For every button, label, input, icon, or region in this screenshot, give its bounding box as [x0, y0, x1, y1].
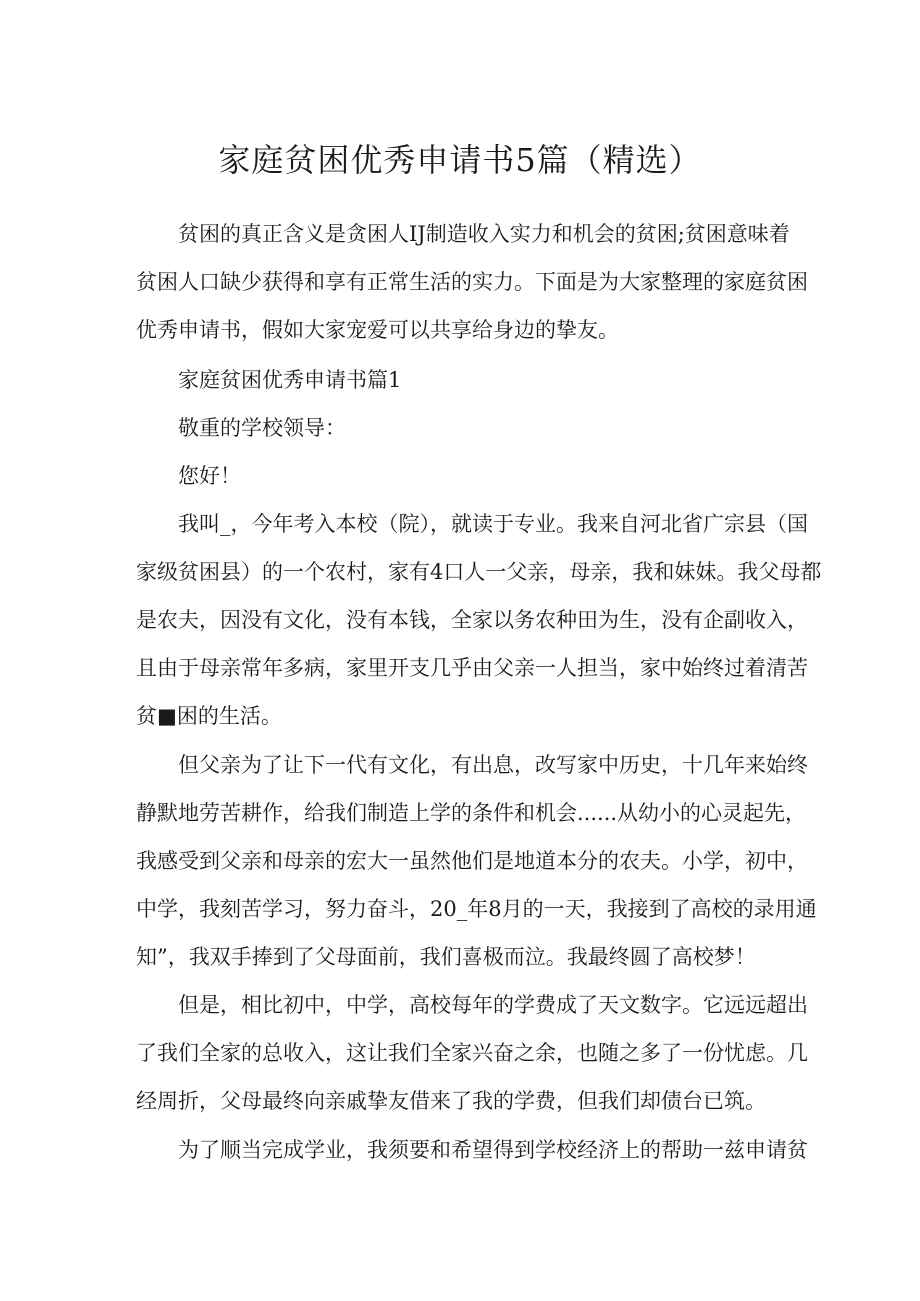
greeting: 您好！: [178, 464, 241, 488]
salutation: 敬重的学校领导：: [178, 416, 346, 440]
paragraph-line: 贫■困的生活。: [136, 704, 282, 728]
paragraph-line: 知”，我双手捧到了父母面前，我们喜极而泣。我最终圆了高校梦！: [136, 945, 756, 969]
section-heading: 家庭贫困优秀申请书篇1: [178, 368, 402, 392]
paragraph-line: 静默地劳苦耕作，给我们制造上学的条件和机会......从幼小的心灵起先，: [136, 801, 807, 825]
paragraph-line: 但父亲为了让下一代有文化，有出息，改写家中历史，十几年来始终: [178, 753, 808, 777]
paragraph-line: 中学，我刻苦学习，努力奋斗，20_年8月的一天，我接到了高校的录用通: [136, 897, 817, 921]
paragraph-line: 经周折，父母最终向亲戚挚友借来了我的学费，但我们却债台已筑。: [136, 1089, 766, 1113]
paragraph-line: 是农夫，因没有文化，没有本钱，全家以务农种田为生，没有企副收入，: [136, 608, 808, 632]
paragraph-line: 贫困人口缺少获得和享有正常生活的实力。下面是为大家整理的家庭贫困: [136, 270, 808, 294]
paragraph-line: 我叫_，今年考入本校（院），就读于专业。我来自河北省广宗县（国: [178, 512, 808, 536]
paragraph-line: 家级贫困县）的一个农村，家有4口人一父亲，母亲，我和妹妹。我父母都: [136, 560, 822, 584]
paragraph-line: 我感受到父亲和母亲的宏大一虽然他们是地道本分的农夫。小学，初中，: [136, 849, 808, 873]
paragraph-line: 贫困的真正含义是贪困人IJ制造收入实力和机会的贫困;贫困意味着: [178, 222, 790, 246]
paragraph-line: 且由于母亲常年多病，家里开支几乎由父亲一人担当，家中始终过着清苦: [136, 656, 808, 680]
paragraph-line: 为了顺当完成学业，我须要和希望得到学校经济上的帮助一兹申请贫: [178, 1138, 808, 1162]
paragraph-line: 优秀申请书，假如大家宠爱可以共享给身边的挚友。: [136, 318, 619, 342]
paragraph-line: 了我们全家的总收入，这让我们全家兴奋之余，也随之多了一份忧虑。几: [136, 1041, 808, 1065]
document-title: 家庭贫困优秀申请书5篇（精选）: [218, 141, 702, 179]
paragraph-line: 但是，相比初中，中学，高校每年的学费成了天文数字。它远远超出: [178, 993, 808, 1017]
